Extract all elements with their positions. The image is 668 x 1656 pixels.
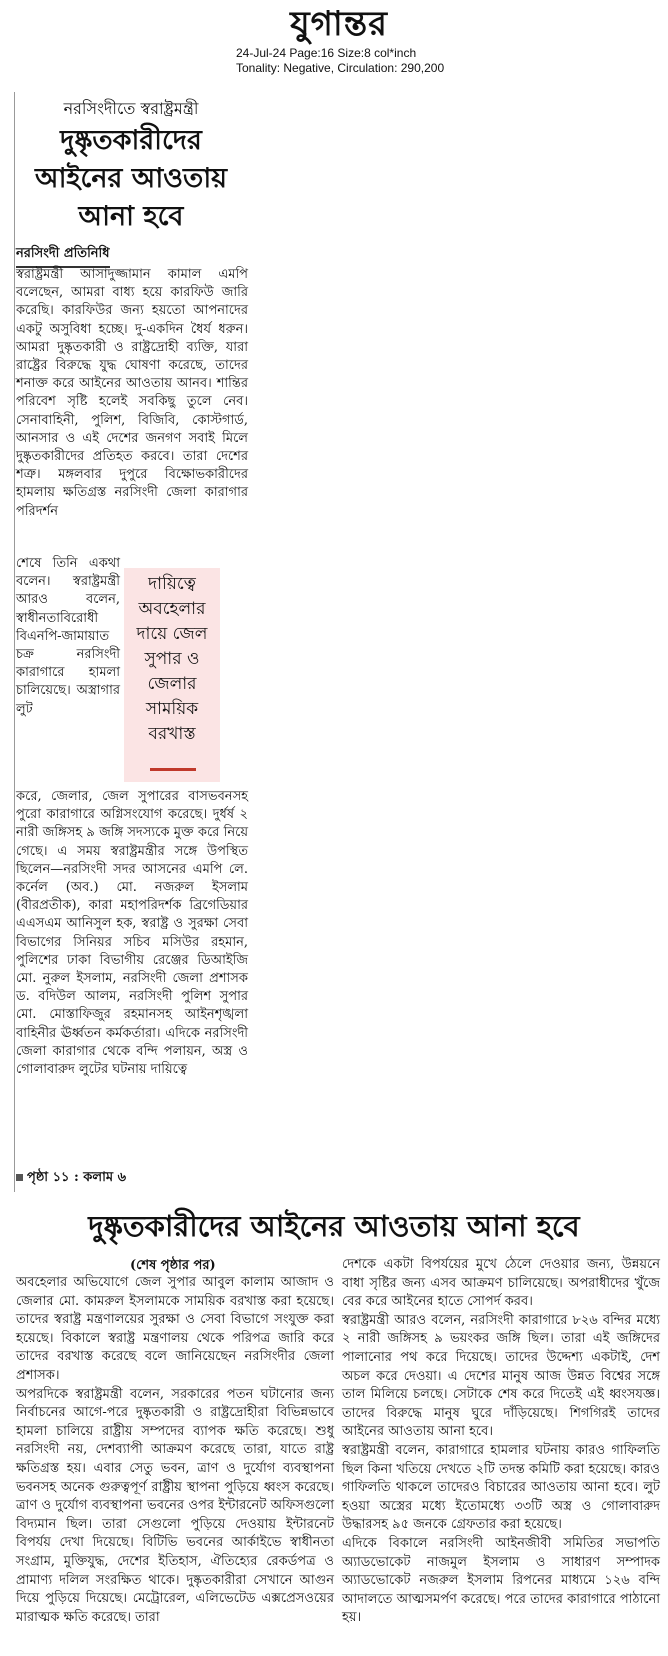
- paragraph: স্বরাষ্ট্রমন্ত্রী আরও বলেন, নরসিংদী কারাগারে ৮২৬ বন্দির মধ্যে ২ নারী জঙ্গিসহ ৯ ভয়ংকর জঙ্গি ছিল। তারা এই জঙ্গিদের পালানোর পথ করে দিয়েছে। তাদের উদ্দেশ্য একটাই, দেশ অচল করে দেওয়া। এ দেশের মানুষ আজ উন্নত বিশ্বের সঙ্গে তাল মিলিয়ে চলছে। সেটাকে শেষ করে দিতেই এই ধ্বংসযজ্ঞ। তাদের বিরুদ্ধে মানুষ ঘুরে দাঁড়িয়েছে। শিগগিরই তাদের আইনের আওতায় আনা হবে।: [342, 1312, 660, 1440]
- page-reference: [16, 1168, 126, 1189]
- article1-body-bottom: করে, জেলার, জেল সুপারের বাসভবনসহ পুরো কারাগারে অগ্নিসংযোগ করেছে। দুর্ধর্ষ ২ নারী জঙ্গিসহ ৯ জঙ্গি সদস্যকে মুক্ত করে নিয়ে গেছে। এ সময় স্বরাষ্ট্রমন্ত্রীর সঙ্গে উপস্থিত ছিলেন—নরসিংদী সদর আসনের এমপি লে. কর্নেল (অব.) মো. নজরুল ইসলাম (বীরপ্রতীক), কারা মহাপরিদর্শক ব্রিগেডিয়ার এএসএম আনিসুল হক, স্বরাষ্ট্র ও সুরক্ষা সেবা বিভাগের সিনিয়র সচিব মসিউর রহমান, পুলিশের ঢাকা বিভাগীয় রেঞ্জের ডিআইজি মো. নুরুল ইসলাম, নরসিংদী জেলা প্রশাসক ড. বদিউল আলম, নরসিংদী পুলিশ সুপার মো. মোস্তাফিজুর রহমানসহ আইনশৃঙ্খলা বাহিনীর ঊর্ধ্বতন কর্মকর্তারা। এদিকে নরসিংদী জেলা কারাগার থেকে বন্দি পলায়ন, অস্ত্র ও গোলাবারুদ লুটের ঘটনায় দায়িত্বে: [16, 789, 248, 1078]
- paragraph: অবহেলার অভিযোগে জেল সুপার আবুল কালাম আজাদ ও জেলার মো. কামরুল ইসলামকে সাময়িক বরখাস্ত করা হয়েছে। তাদের স্বরাষ্ট্র মন্ত্রণালয়ের সুরক্ষা ও সেবা বিভাগে সংযুক্ত করা হয়েছে। বিকালে স্বরাষ্ট্র মন্ত্রণালয় থেকে পরিপত্র জারি করে তাদের বরখাস্ত করেছে বলে জানিয়েছেন নরসিংদীর জেলা প্রশাসক।: [16, 1275, 334, 1383]
- article1-headline: দুষ্কৃতকারীদের আইনের আওতায় আনা হবে: [34, 125, 228, 232]
- article2-headline: দুষ্কৃতকারীদের আইনের আওতায় আনা হবে: [88, 1209, 580, 1243]
- paragraph: দেশকে একটা বিপর্যয়ের মুখে ঠেলে দেওয়ার জন্য, উন্নয়নে বাধা সৃষ্টির জন্য এসব আক্রমণ চালিয়েছে। অপরাধীদের খুঁজে বের করে আইনের হাতে সোপর্দ করব।: [342, 1257, 660, 1310]
- article2-column-2: [342, 1256, 660, 1628]
- article1-body-top: স্বরাষ্ট্রমন্ত্রী আসাদুজ্জামান কামাল এমপি বলেছেন, আমরা বাধ্য হয়ে কারফিউ জারি করেছি। কারফিউর জন্য হয়তো আপনাদের একটু অসুবিধা হচ্ছে। দু-একদিন ধৈর্য ধরুন। আমরা দুষ্কৃতকারী ও রাষ্ট্রদ্রোহী ব্যক্তি, যারা রাষ্ট্রের বিরুদ্ধে যুদ্ধ ঘোষণা করেছে, তাদের শনাক্ত করে আইনের আওতায় আনব। শান্তির পরিবেশ সৃষ্টি হলেই সবকিছু তুলে নেব। সেনাবাহিনী, পুলিশ, বিজিবি, কোস্টগার্ড, আনসার ও এই দেশের জনগণ সবাই মিলে দুষ্কৃতকারীদের প্রতিহত করবে। তারা দেশের শত্রু। মঙ্গলবার দুপুরে বিক্ষোভকারীদের হামলায় ক্ষতিগ্রস্ত নরসিংদী জেলা কারাগার পরিদর্শন: [16, 267, 248, 519]
- article1-byline: নরসিংদী প্রতিনিধি: [16, 244, 110, 268]
- square-bullet-icon: [16, 1174, 23, 1181]
- pull-quote-rule: [150, 768, 196, 771]
- clipping-meta: [236, 46, 444, 76]
- article2-column-1: [16, 1274, 334, 1627]
- clipping-border: [14, 92, 15, 1192]
- article1-body-mid: শেষে তিনি একথা বলেন। স্বরাষ্ট্রমন্ত্রী আরও বলেন, স্বাধীনতাবিরোধী বিএনপি-জামায়াত চক্র নরসিংদী কারাগারে হামলা চালিয়েছে। অস্ত্রাগার লুট: [16, 556, 120, 717]
- page-reference-label: পৃষ্ঠা ১১ : কলাম ৬: [27, 1170, 127, 1185]
- newspaper-masthead: যুগান্তর: [290, 4, 388, 44]
- article1-kicker: নরসিংদীতে স্বরাষ্ট্রমন্ত্রী: [63, 99, 199, 118]
- paragraph: এদিকে বিকালে নরসিংদী আইনজীবী সমিতির সভাপতি অ্যাডভোকেট নাজমুল ইসলাম ও সাধারণ সম্পাদক অ্যাডভোকেট নজরুল ইসলাম রিপনের মাধ্যমে ১২৬ বন্দি আদালতে আত্মসমর্পণ করেছে। পরে তাদের কারাগারে পাঠানো হয়।: [342, 1535, 660, 1626]
- meta-line-2: Tonality: Negative, Circulation: 290,200: [236, 61, 445, 75]
- pull-quote: দায়িত্বে অবহেলার দায়ে জেল সুপার ও জেলার সাময়িক বরখাস্ত: [124, 568, 220, 782]
- paragraph: স্বরাষ্ট্রমন্ত্রী বলেন, কারাগারে হামলার ঘটনায় কারও গাফিলতি ছিল কিনা খতিয়ে দেখতে ২টি তদন্ত কমিটি করা হয়েছে। কারও গাফিলতি থাকলে তাদেরও বিচারের আওতায় আনা হবে। লুট হওয়া অস্ত্রের মধ্যে ইতোমধ্যে ৩৩টি অস্ত্র ও গোলাবারুদ উদ্ধারসহ ৯৫ জনকে গ্রেফতার করা হয়েছে।: [342, 1442, 660, 1533]
- meta-line-1: 24-Jul-24 Page:16 Size:8 col*inch: [236, 46, 417, 60]
- paragraph: অপরদিকে স্বরাষ্ট্রমন্ত্রী বলেন, সরকারের পতন ঘটানোর জন্য নির্বাচনের আগে-পরে দুষ্কৃতকারী ও রাষ্ট্রদ্রোহীরা বিভিন্নভাবে হামলা চালিয়ে রাষ্ট্রীয় সম্পদের ব্যাপক ক্ষতি করেছে। শুধু নরসিংদী নয়, দেশব্যাপী আক্রমণ করেছে তারা, যাতে রাষ্ট্র ক্ষতিগ্রস্ত হয়। এবার সেতু ভবন, ত্রাণ ও দুর্যোগ ব্যবস্থাপনা ভবনসহ অনেক গুরুত্বপূর্ণ রাষ্ট্রীয় স্থাপনা পুড়িয়ে ধ্বংস করেছে। ত্রাণ ও দুর্যোগ ব্যবস্থাপনা ভবনের ওপর ইন্টারনেট অফিসগুলো বিদ্যমান ছিল। তারা সেগুলো পুড়িয়ে দেওয়ায় ইন্টারনেট বিপর্যয় দেখা দিয়েছে। বিটিভি ভবনের আর্কাইভে স্বাধীনতা সংগ্রাম, মুক্তিযুদ্ধ, দেশের ইতিহাস, ঐতিহ্যের রেকর্ডপত্র ও প্রামাণ্য দলিল সংরক্ষিত থাকে। দুষ্কৃতকারীরা সেখানে আগুন দিয়ে পুড়িয়ে দিয়েছে। মেট্রোরেল, এলিভেটেড এক্সপ্রেসওয়ের মারাত্মক ক্ষতি করেছে। তারা: [16, 1386, 334, 1625]
- continuation-label: (শেষ পৃষ্ঠার পর): [130, 1258, 216, 1273]
